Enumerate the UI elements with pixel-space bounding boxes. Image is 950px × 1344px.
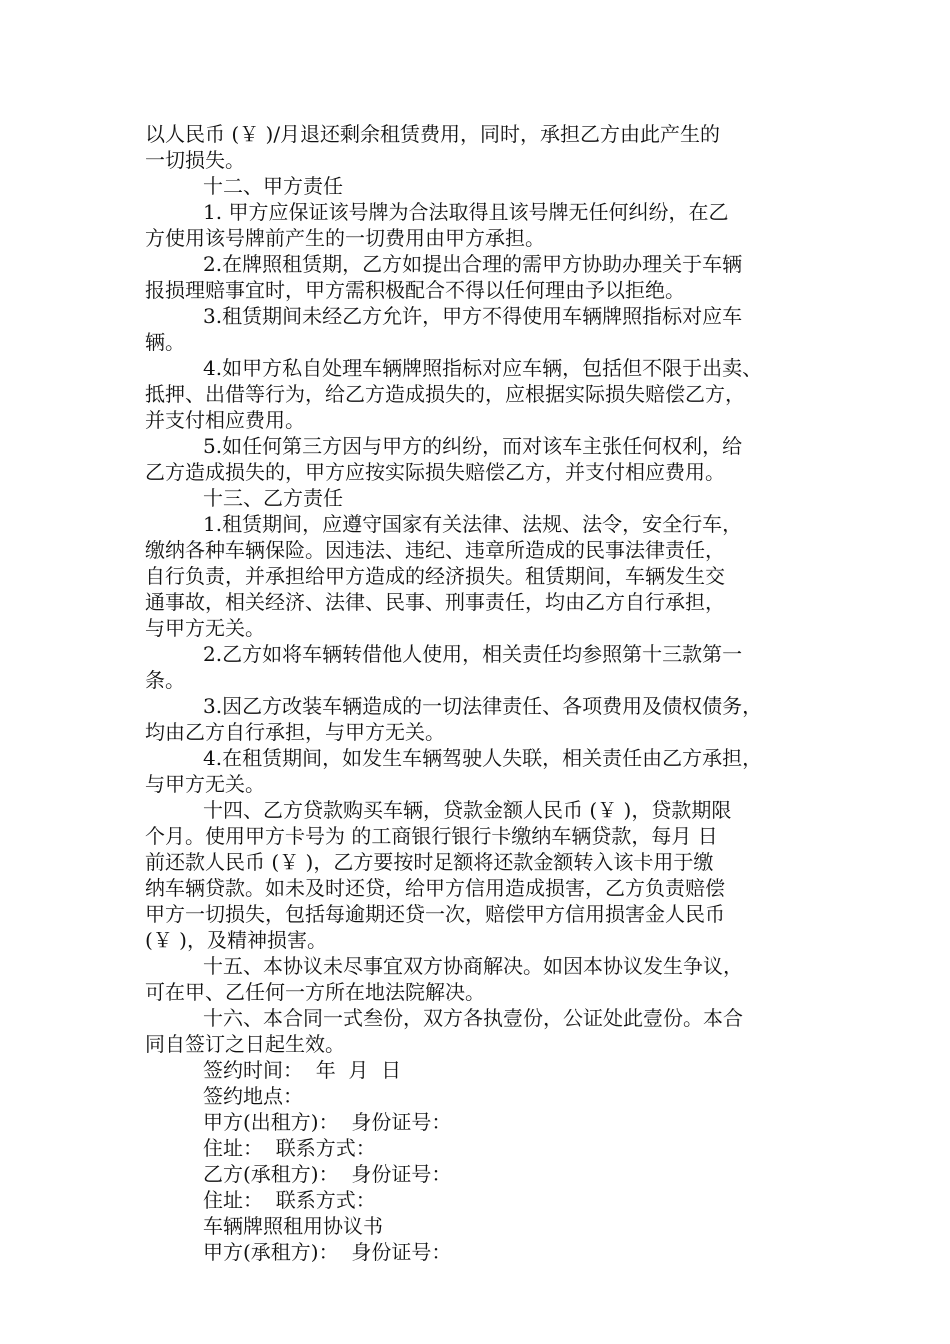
text-line: 以人民币 (￥ )/月退还剩余租赁费用，同时，承担乙方由此产生的 bbox=[145, 122, 721, 146]
text-line: 乙方(承租方)： 身份证号： bbox=[203, 1162, 452, 1186]
text-line: 1.租赁期间，应遵守国家有关法律、法规、法令，安全行车， bbox=[203, 512, 743, 536]
text-line: 4.如甲方私自处理车辆牌照指标对应车辆，包括但不限于出卖、 bbox=[203, 356, 763, 380]
text-line: 十六、本合同一式叁份，双方各执壹份，公证处此壹份。本合 bbox=[203, 1006, 743, 1030]
text-line: 十四、乙方贷款购买车辆，贷款金额人民币 (￥ )，贷款期限 bbox=[203, 798, 732, 822]
text-line: 乙方造成损失的，甲方应按实际损失赔偿乙方，并支付相应费用。 bbox=[145, 460, 725, 484]
text-line: 通事故，相关经济、法律、民事、刑事责任，均由乙方自行承担， bbox=[145, 590, 725, 614]
text-line: 4.在租赁期间，如发生车辆驾驶人失联，相关责任由乙方承担， bbox=[203, 746, 763, 770]
text-line: 甲方(承租方)： 身份证号： bbox=[203, 1240, 452, 1264]
text-line: 车辆牌照租用协议书 bbox=[203, 1214, 383, 1238]
text-line: 3.因乙方改装车辆造成的一切法律责任、各项费用及债权债务， bbox=[203, 694, 763, 718]
text-line: 前还款人民币 (￥ )，乙方要按时足额将还款金额转入该卡用于缴 bbox=[145, 850, 714, 874]
document-body bbox=[145, 121, 835, 1265]
text-line: 2.乙方如将车辆转借他人使用，相关责任均参照第十三款第一 bbox=[203, 642, 743, 666]
text-line: 一切损失。 bbox=[145, 148, 245, 172]
text-line: 住址： 联系方式： bbox=[203, 1188, 376, 1212]
text-line: 十二、甲方责任 bbox=[203, 174, 343, 198]
text-line: 条。 bbox=[145, 668, 185, 692]
text-line: 自行负责，并承担给甲方造成的经济损失。租赁期间，车辆发生交 bbox=[145, 564, 725, 588]
text-line: 3.租赁期间未经乙方允许，甲方不得使用车辆牌照指标对应车 bbox=[203, 304, 743, 328]
text-line: 抵押、出借等行为，给乙方造成损失的，应根据实际损失赔偿乙方， bbox=[145, 382, 745, 406]
text-line: 个月。使用甲方卡号为 的工商银行银行卡缴纳车辆贷款，每月 日 bbox=[145, 824, 718, 848]
text-line: 2.在牌照租赁期，乙方如提出合理的需甲方协助办理关于车辆 bbox=[203, 252, 743, 276]
text-line: 可在甲、乙任何一方所在地法院解决。 bbox=[145, 980, 485, 1004]
text-line: 与甲方无关。 bbox=[145, 616, 265, 640]
text-line: 签约地点： bbox=[203, 1084, 303, 1108]
text-line: 均由乙方自行承担，与甲方无关。 bbox=[145, 720, 445, 744]
text-line: 同自签订之日起生效。 bbox=[145, 1032, 345, 1056]
text-line: 5.如任何第三方因与甲方的纠纷，而对该车主张任何权利，给 bbox=[203, 434, 743, 458]
text-line: 并支付相应费用。 bbox=[145, 408, 305, 432]
text-line: 1. 甲方应保证该号牌为合法取得且该号牌无任何纠纷，在乙 bbox=[203, 200, 729, 224]
text-line: 甲方(出租方)： 身份证号： bbox=[203, 1110, 452, 1134]
text-line: 住址： 联系方式： bbox=[203, 1136, 376, 1160]
text-line: (￥ )，及精神损害。 bbox=[145, 928, 327, 952]
text-line: 与甲方无关。 bbox=[145, 772, 265, 796]
text-line: 甲方一切损失，包括每逾期还贷一次，赔偿甲方信用损害金人民币 bbox=[145, 902, 725, 926]
text-line: 报损理赔事宜时，甲方需积极配合不得以任何理由予以拒绝。 bbox=[145, 278, 685, 302]
text-line: 十三、乙方责任 bbox=[203, 486, 343, 510]
text-line: 纳车辆贷款。如未及时还贷，给甲方信用造成损害，乙方负责赔偿 bbox=[145, 876, 725, 900]
text-line: 十五、本协议未尽事宜双方协商解决。如因本协议发生争议， bbox=[203, 954, 743, 978]
text-line: 签约时间： 年 月 日 bbox=[203, 1058, 402, 1082]
text-line: 辆。 bbox=[145, 330, 185, 354]
text-line: 方使用该号牌前产生的一切费用由甲方承担。 bbox=[145, 226, 545, 250]
text-line: 缴纳各种车辆保险。因违法、违纪、违章所造成的民事法律责任， bbox=[145, 538, 725, 562]
